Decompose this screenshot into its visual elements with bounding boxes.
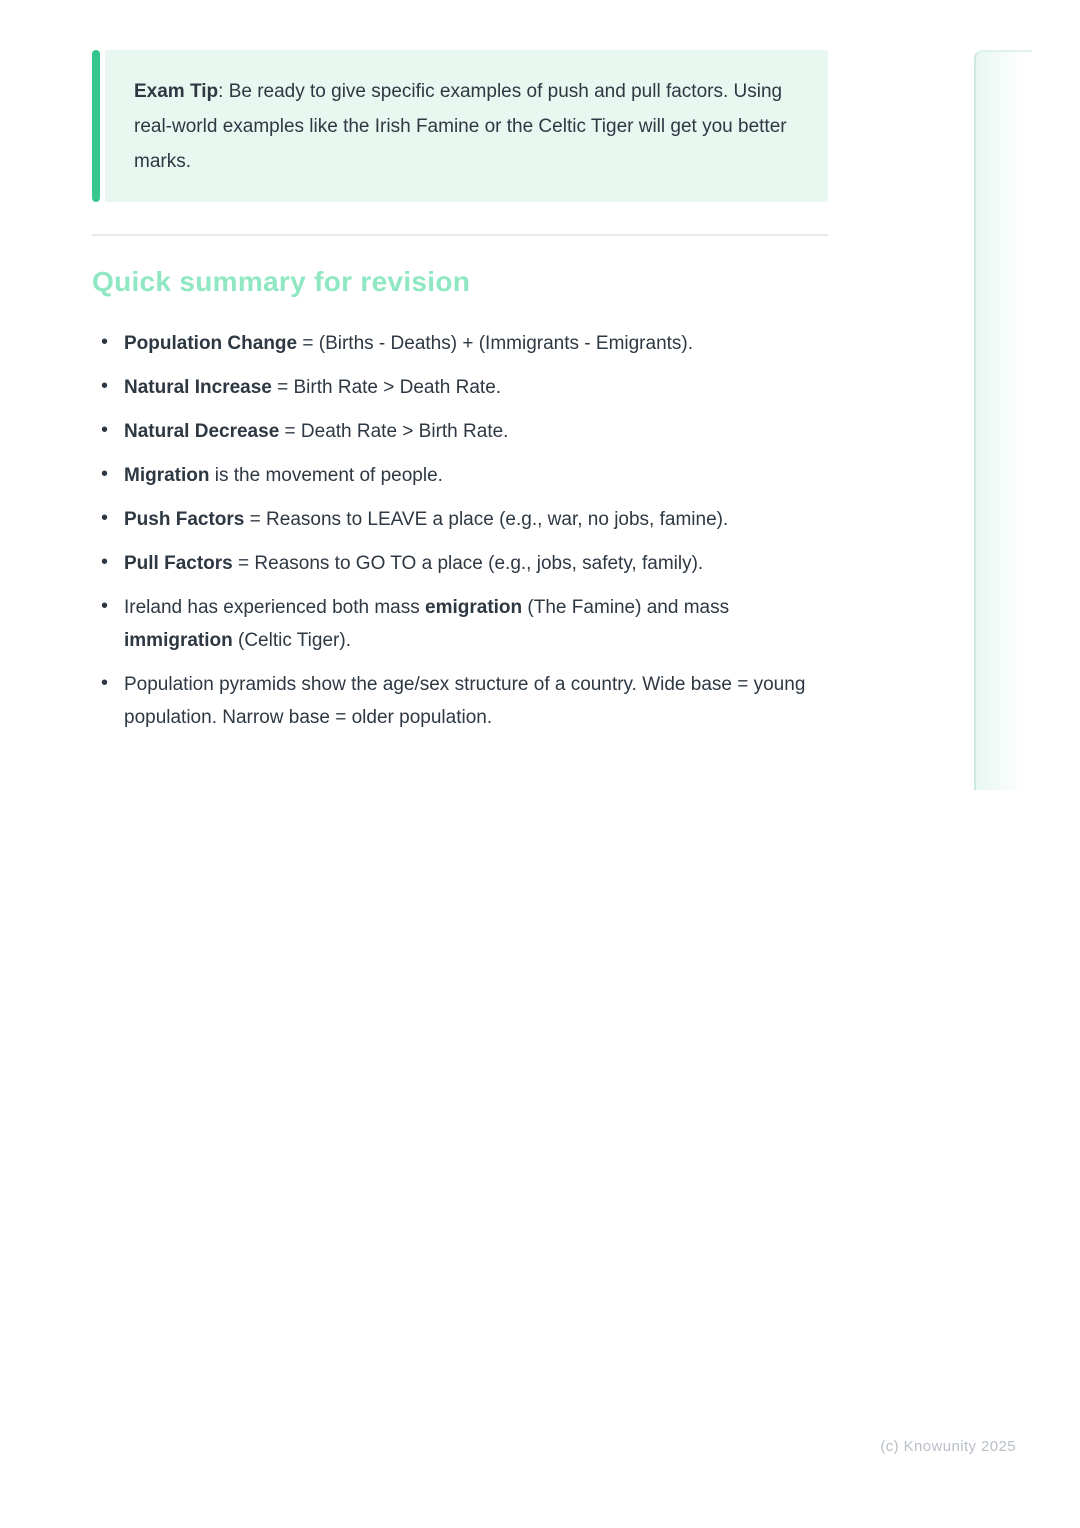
exam-tip-callout	[92, 50, 828, 202]
bold-term: Push Factors	[124, 509, 245, 530]
text-run: = Birth Rate > Death Rate.	[271, 377, 502, 398]
bold-term: immigration	[124, 630, 233, 651]
text-run: = (Births - Deaths) + (Immigrants - Emigrants).	[297, 333, 694, 354]
text-run: = Reasons to GO TO a place (e.g., jobs, safety, family).	[232, 553, 704, 574]
text-run: = Death Rate > Birth Rate.	[279, 421, 509, 442]
text-run: : Be ready to give specific examples of push and pull factors. Using real-world examples like the Irish Famine or the Celtic Tiger will get you better marks.	[134, 81, 787, 172]
bold-term: Natural Decrease	[124, 421, 280, 442]
bold-term: Pull Factors	[124, 553, 233, 574]
summary-list-item	[92, 327, 824, 360]
text-run: (Celtic Tiger).	[232, 630, 351, 651]
bold-term: Exam Tip	[134, 81, 219, 102]
text-run: = Reasons to LEAVE a place (e.g., war, no jobs, famine).	[244, 509, 729, 530]
exam-tip-text	[134, 74, 796, 179]
next-page-edge	[974, 50, 1032, 790]
summary-list-item	[92, 459, 824, 492]
summary-list-item	[92, 503, 824, 536]
bold-term: Population Change	[124, 333, 298, 354]
summary-list-item	[92, 415, 824, 448]
text-run: (The Famine) and mass	[522, 597, 730, 618]
bold-term: Natural Increase	[124, 377, 272, 398]
summary-list-item	[92, 591, 824, 657]
section-divider	[92, 234, 828, 236]
exam-tip-body	[105, 50, 828, 202]
summary-list-item	[92, 371, 824, 404]
summary-heading: Quick summary for revision	[92, 266, 471, 297]
summary-list-item	[92, 547, 824, 580]
text-run: Ireland has experienced both mass	[124, 597, 426, 618]
text-run: is the movement of people.	[209, 465, 443, 486]
bold-term: Migration	[124, 465, 210, 486]
text-run: Population pyramids show the age/sex structure of a country. Wide base = young population. Narrow base = older population.	[124, 674, 806, 728]
summary-list	[92, 327, 832, 745]
bold-term: emigration	[425, 597, 523, 618]
summary-list-item	[92, 668, 824, 734]
callout-accent-bar	[92, 50, 100, 202]
copyright-footer: (c) Knowunity 2025	[880, 1438, 1016, 1455]
